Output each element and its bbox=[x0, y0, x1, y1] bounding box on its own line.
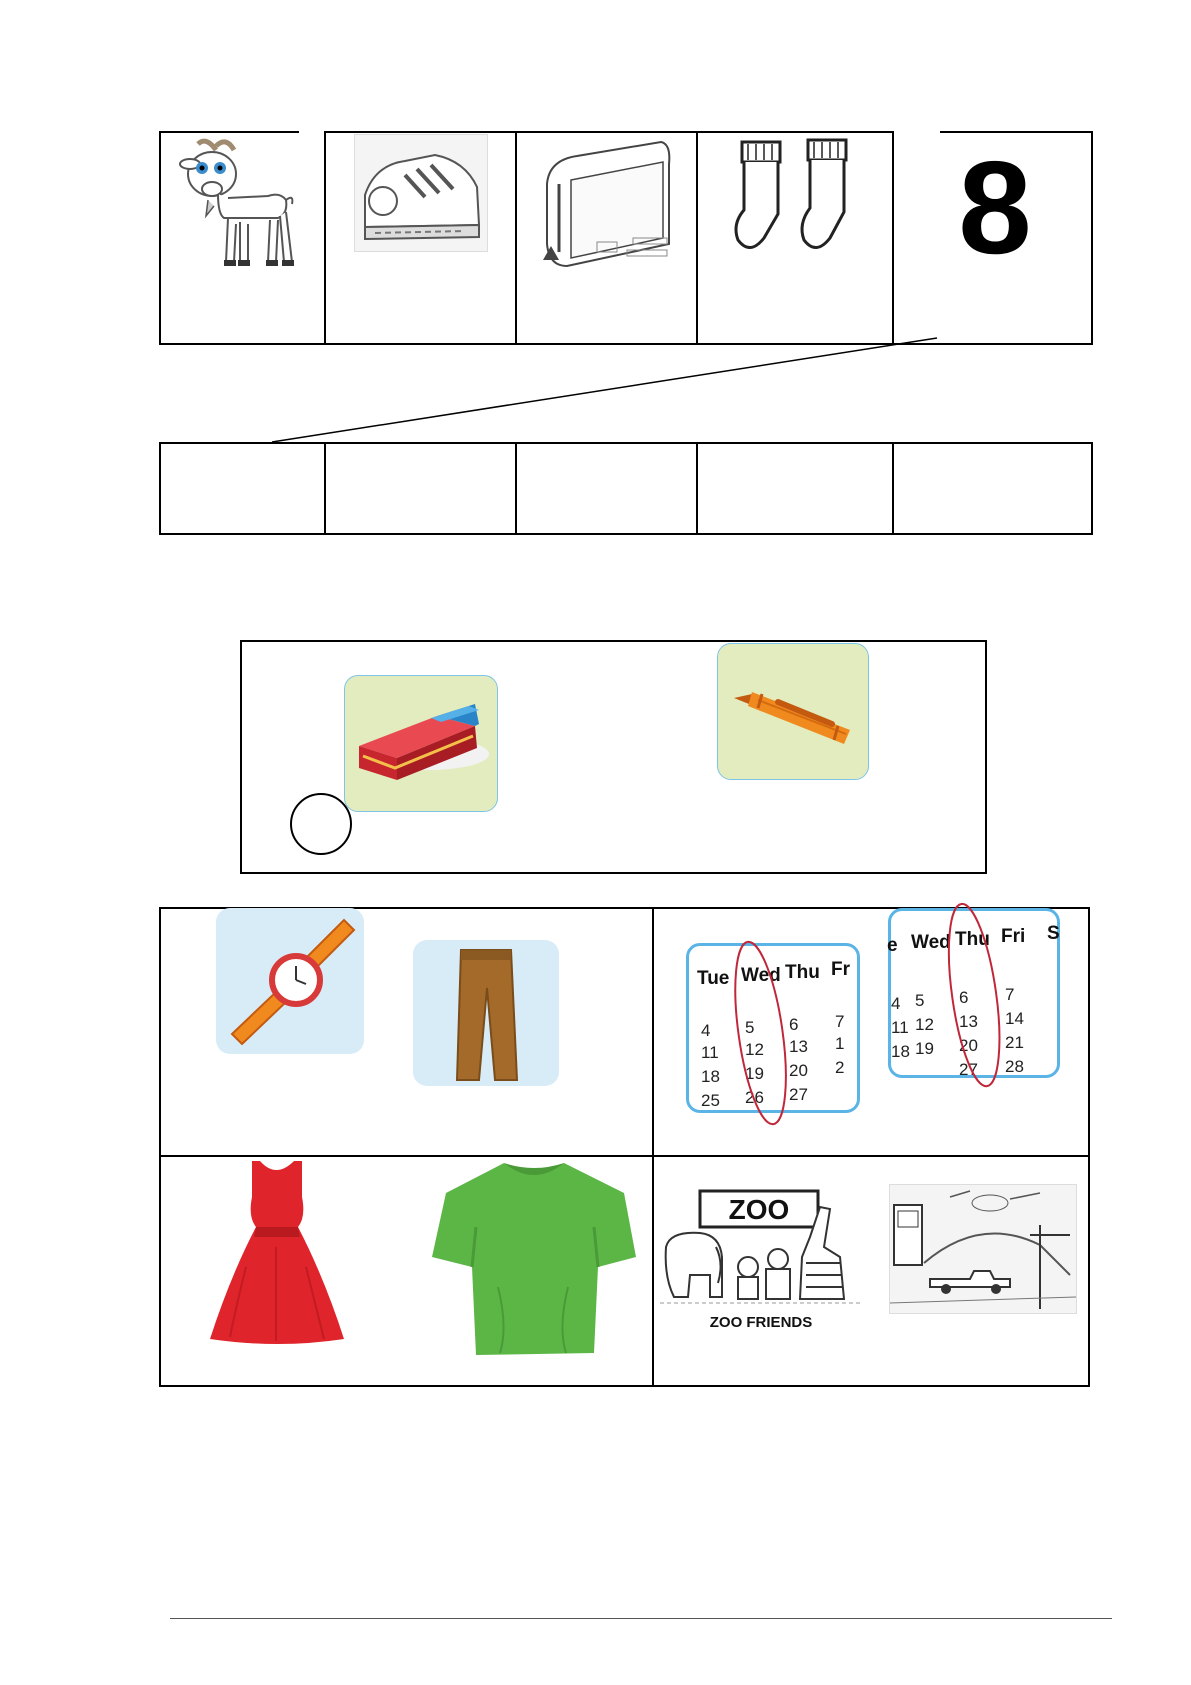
eraser-icon bbox=[345, 676, 497, 811]
calendar-day-label: Fr bbox=[831, 959, 850, 980]
matching-line bbox=[0, 0, 1191, 460]
zoo-sign: ZOO bbox=[728, 1194, 790, 1225]
calendar-icon bbox=[689, 946, 857, 1110]
calendar-day-label: Wed bbox=[741, 965, 781, 986]
calendar-date: 27 bbox=[959, 1060, 978, 1079]
calendar-date: 20 bbox=[959, 1036, 978, 1055]
answer-cell-4[interactable] bbox=[696, 442, 894, 535]
calendar-icon bbox=[887, 911, 1060, 1079]
answer-cell-1[interactable] bbox=[159, 442, 326, 535]
t-shirt-icon bbox=[428, 1157, 640, 1355]
crayon-tile[interactable] bbox=[717, 643, 869, 780]
calendar-date: 25 bbox=[701, 1091, 720, 1110]
watch-tile bbox=[216, 908, 364, 1054]
trousers-tile bbox=[413, 940, 559, 1086]
calendar-date: 2 bbox=[835, 1058, 845, 1077]
answer-circle[interactable] bbox=[290, 793, 352, 855]
zoo-caption: ZOO FRIENDS bbox=[709, 1314, 813, 1331]
calendar-date: 7 bbox=[835, 1012, 845, 1031]
trousers-icon bbox=[413, 940, 559, 1086]
calendar-date: 11 bbox=[891, 1018, 909, 1037]
calendar-tile-b bbox=[888, 908, 1060, 1078]
crayon-icon bbox=[718, 644, 868, 779]
calendar-date: 12 bbox=[745, 1040, 764, 1059]
calendar-date: 19 bbox=[915, 1039, 934, 1058]
calendar-date: 6 bbox=[789, 1015, 799, 1034]
calendar-day-label: Tue bbox=[697, 968, 730, 989]
calendar-date: 19 bbox=[745, 1064, 764, 1083]
calendar-day-label: Wed bbox=[911, 932, 951, 953]
calendar-date: 1 bbox=[835, 1034, 845, 1053]
calendar-date: 13 bbox=[959, 1012, 978, 1031]
calendar-date: 11 bbox=[701, 1043, 719, 1062]
calendar-date: 5 bbox=[745, 1018, 755, 1037]
street-scene-icon bbox=[889, 1184, 1077, 1314]
answer-cell-5[interactable] bbox=[892, 442, 1093, 535]
calendar-date: 18 bbox=[891, 1042, 910, 1061]
calendar-date: 28 bbox=[1005, 1057, 1024, 1076]
number-8: 8 bbox=[958, 134, 1032, 281]
calendar-date: 4 bbox=[701, 1021, 711, 1040]
calendar-date: 26 bbox=[745, 1088, 764, 1107]
dress-icon bbox=[206, 1157, 348, 1347]
calendar-date: 12 bbox=[915, 1015, 934, 1034]
calendar-tile-a bbox=[686, 943, 860, 1113]
calendar-date: 21 bbox=[1005, 1033, 1024, 1052]
watch-icon bbox=[216, 908, 364, 1054]
calendar-date: 14 bbox=[1005, 1009, 1024, 1028]
calendar-date: 7 bbox=[1005, 985, 1015, 1004]
calendar-date: 4 bbox=[891, 994, 901, 1013]
eraser-tile[interactable] bbox=[344, 675, 498, 812]
calendar-date: 13 bbox=[789, 1037, 808, 1056]
zoo-picture bbox=[660, 1187, 862, 1337]
calendar-date: 18 bbox=[701, 1067, 720, 1086]
calendar-day-label: Fri bbox=[1001, 926, 1026, 947]
answer-cell-2[interactable] bbox=[324, 442, 517, 535]
calendar-day-label: Thu bbox=[785, 962, 820, 983]
calendar-date: 20 bbox=[789, 1061, 808, 1080]
calendar-date: 5 bbox=[915, 991, 925, 1010]
calendar-date: 6 bbox=[959, 988, 969, 1007]
calendar-day-label: Thu bbox=[955, 929, 990, 950]
calendar-date: 27 bbox=[789, 1085, 808, 1104]
calendar-day-label: S bbox=[1047, 923, 1060, 944]
footer-rule bbox=[170, 1618, 1112, 1619]
answer-cell-3[interactable] bbox=[515, 442, 698, 535]
calendar-day-label: e bbox=[887, 935, 898, 956]
